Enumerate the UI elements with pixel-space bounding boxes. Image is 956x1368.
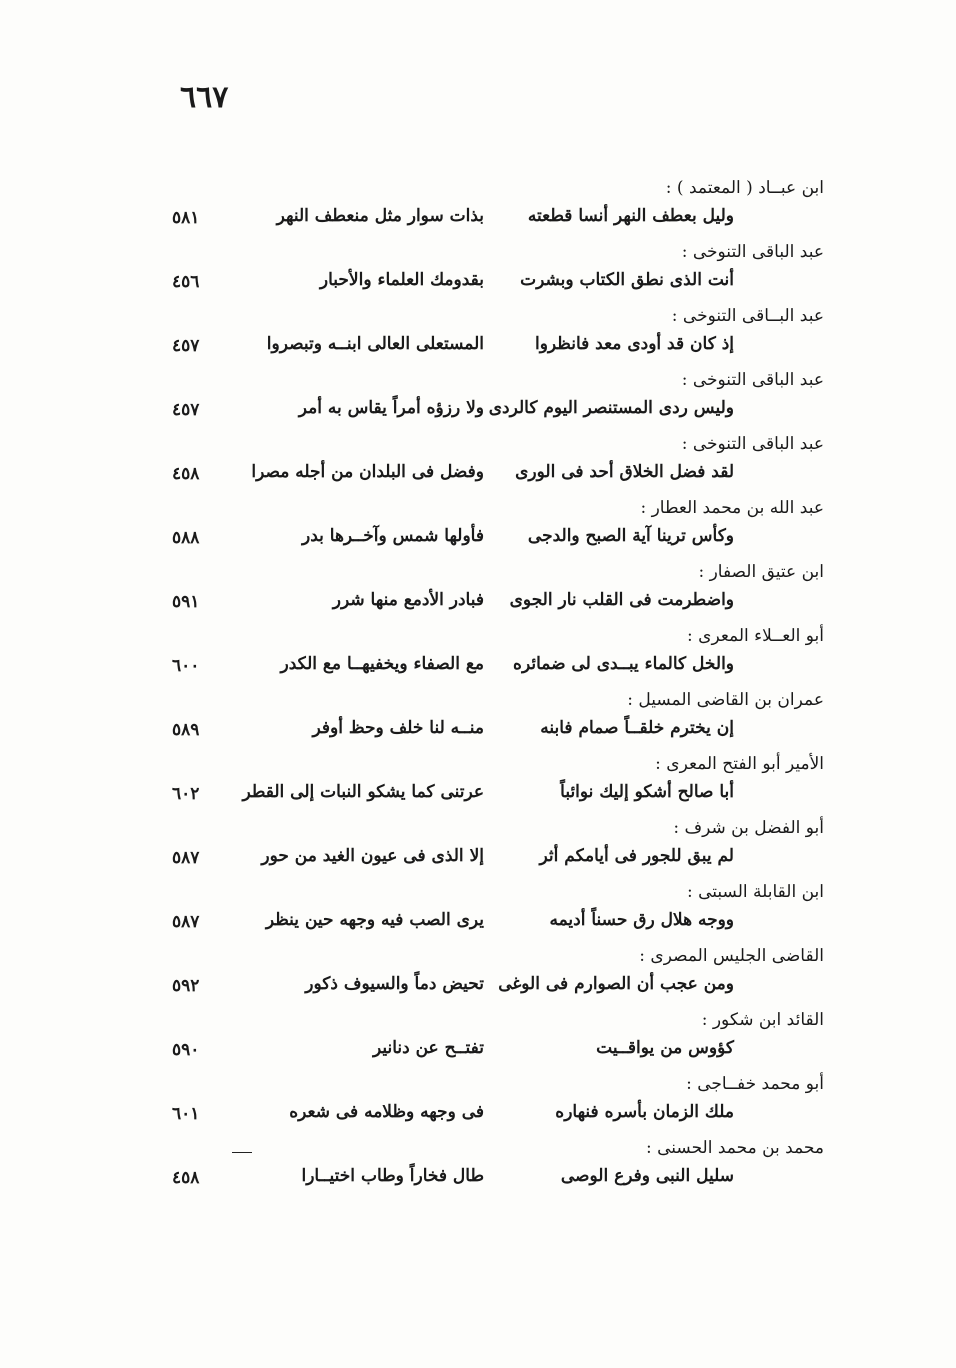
poet-name: ابن عتيق الصفار : — [698, 562, 824, 582]
verse-entry — [0, 626, 956, 690]
divider-dash — [232, 1152, 252, 1153]
verse-entry — [0, 1074, 956, 1138]
poet-name: ابن القابلة السبتى : — [687, 882, 824, 902]
verse-entry — [0, 1138, 956, 1202]
verse-entry — [0, 1010, 956, 1074]
page-reference: ٦٠١ — [172, 1104, 200, 1124]
verse-second-hemistich: تحيض دماً والسيوف ذكور — [305, 974, 484, 994]
verse-entry — [0, 562, 956, 626]
page-reference: ٥٩١ — [172, 592, 200, 612]
poet-name: عبد الباقى التنوخى : — [681, 370, 824, 390]
verse-second-hemistich: بذات سوار مثل منعطف النهر — [276, 206, 484, 226]
page-reference: ٥٨٧ — [172, 848, 200, 868]
poet-name: عمران بن القاضى المسيل : — [627, 690, 824, 710]
verse-first-hemistich: وليس ردى المستنصر اليوم كالردى — [488, 398, 734, 418]
poet-name: أبو الفضل بن شرف : — [673, 818, 824, 838]
verse-entry — [0, 370, 956, 434]
poet-name: عبد الباقى التنوخى : — [681, 242, 824, 262]
page-number: ٦٦٧ — [180, 80, 229, 115]
poet-name: أبو محمد خفــاجى : — [686, 1074, 824, 1094]
verse-first-hemistich: كؤوس من يواقــيت — [596, 1038, 734, 1058]
page-reference: ٦٠٢ — [172, 784, 200, 804]
verse-entry — [0, 882, 956, 946]
verse-first-hemistich: أبا صالح أشكو إليك نوائباً — [560, 782, 734, 802]
verse-second-hemistich: تفتــح عن دنانير — [372, 1038, 484, 1058]
verse-first-hemistich: وكأس ترينا آية الصبح والدجى — [527, 526, 734, 546]
verse-entry — [0, 178, 956, 242]
verse-second-hemistich: طال فخاراً وطاب اختيــارا — [301, 1166, 484, 1186]
verse-second-hemistich: وفضل فى البلدان من أجله مصرا — [251, 462, 484, 482]
verse-first-hemistich: إذ كان قد أودى معد فانظروا — [534, 334, 734, 354]
verse-first-hemistich: وليل بعطف النهر أنسا قطعته — [527, 206, 734, 226]
verse-first-hemistich: ووجه هلال رق حسناً أديمه — [549, 910, 734, 930]
verse-entry — [0, 434, 956, 498]
verse-first-hemistich: سليل النبى وفرع الوصى — [560, 1166, 734, 1186]
verse-second-hemistich: عرتنى كما يشكو النبات إلى القطر — [242, 782, 484, 802]
page-reference: ٤٥٧ — [172, 400, 200, 420]
verse-first-hemistich: إن يخترم خلقــاً صمام فابنه — [540, 718, 734, 738]
poet-name: عبد الباقى التنوخى : — [681, 434, 824, 454]
page-reference: ٥٩٢ — [172, 976, 200, 996]
poet-name: عبد البــاقى التنوخى : — [671, 306, 824, 326]
verse-entry — [0, 498, 956, 562]
page-reference: ٥٩٠ — [172, 1040, 200, 1060]
poet-name: الأمير أبو الفتح المعرى : — [655, 754, 824, 774]
verse-entry — [0, 690, 956, 754]
verse-second-hemistich: منــه لنا خلف وحظ أوفر — [312, 718, 484, 738]
poet-name: محمد بن محمد الحسنى : — [645, 1138, 824, 1158]
page-reference: ٤٥٨ — [172, 464, 200, 484]
poet-name: القائد ابن شكور : — [701, 1010, 824, 1030]
page-reference: ٤٥٦ — [172, 272, 200, 292]
verse-first-hemistich: ملك الزمان بأسره فنهاره — [555, 1102, 734, 1122]
poet-name: ابن عبــاد ( المعتمد ) : — [665, 178, 824, 198]
verse-second-hemistich: فى وجهه وظلامه فى شعره — [289, 1102, 484, 1122]
verse-first-hemistich: ومن عجب أن الصوارم فى الوغى — [498, 974, 734, 994]
verse-entry — [0, 306, 956, 370]
verse-first-hemistich: أنت الذى نطق الكتاب وبشرت — [520, 270, 734, 290]
verse-second-hemistich: بقدومك العلماء والأحبار — [319, 270, 484, 290]
poet-name: أبو العــلاء المعرى : — [687, 626, 824, 646]
verse-second-hemistich: يرى الصب فيه وجهه حين ينظر — [265, 910, 484, 930]
verse-entry — [0, 754, 956, 818]
page-reference: ٥٨١ — [172, 208, 200, 228]
poet-name: عبد الله بن محمد العطار : — [640, 498, 824, 518]
page-reference: ٦٠٠ — [172, 656, 200, 676]
page-reference: ٥٨٧ — [172, 912, 200, 932]
verse-second-hemistich: ولا رزؤه أمراً يقاس به أمر — [298, 398, 484, 418]
verse-second-hemistich: فبادر الأدمع منها شرر — [332, 590, 484, 610]
verse-first-hemistich: والخل كالماء يبــدى لى ضمائره — [513, 654, 734, 674]
verse-second-hemistich: إلا الذى فى عيون الغيد من حور — [261, 846, 484, 866]
verse-second-hemistich: مع الصفاء ويخفيهــا مع الكدر — [280, 654, 484, 674]
poet-name: القاضى الجليس المصرى : — [639, 946, 824, 966]
verse-first-hemistich: واضطرمت فى القلب نار الجوى — [509, 590, 734, 610]
verse-first-hemistich: لقد فضل الخلاق أحد فى الورى — [515, 462, 734, 482]
verse-entry — [0, 818, 956, 882]
verse-entry — [0, 946, 956, 1010]
page-reference: ٥٨٨ — [172, 528, 200, 548]
page-reference: ٥٨٩ — [172, 720, 200, 740]
verse-second-hemistich: فأولها شمس وآخــرها بدر — [301, 526, 484, 546]
verse-first-hemistich: لم يبق للجور فى أيامكم أثر — [539, 846, 734, 866]
page-reference: ٤٥٨ — [172, 1168, 200, 1188]
verse-entry — [0, 242, 956, 306]
page-reference: ٤٥٧ — [172, 336, 200, 356]
verse-second-hemistich: المستعلى العالى ابنــه وتبصروا — [266, 334, 484, 354]
